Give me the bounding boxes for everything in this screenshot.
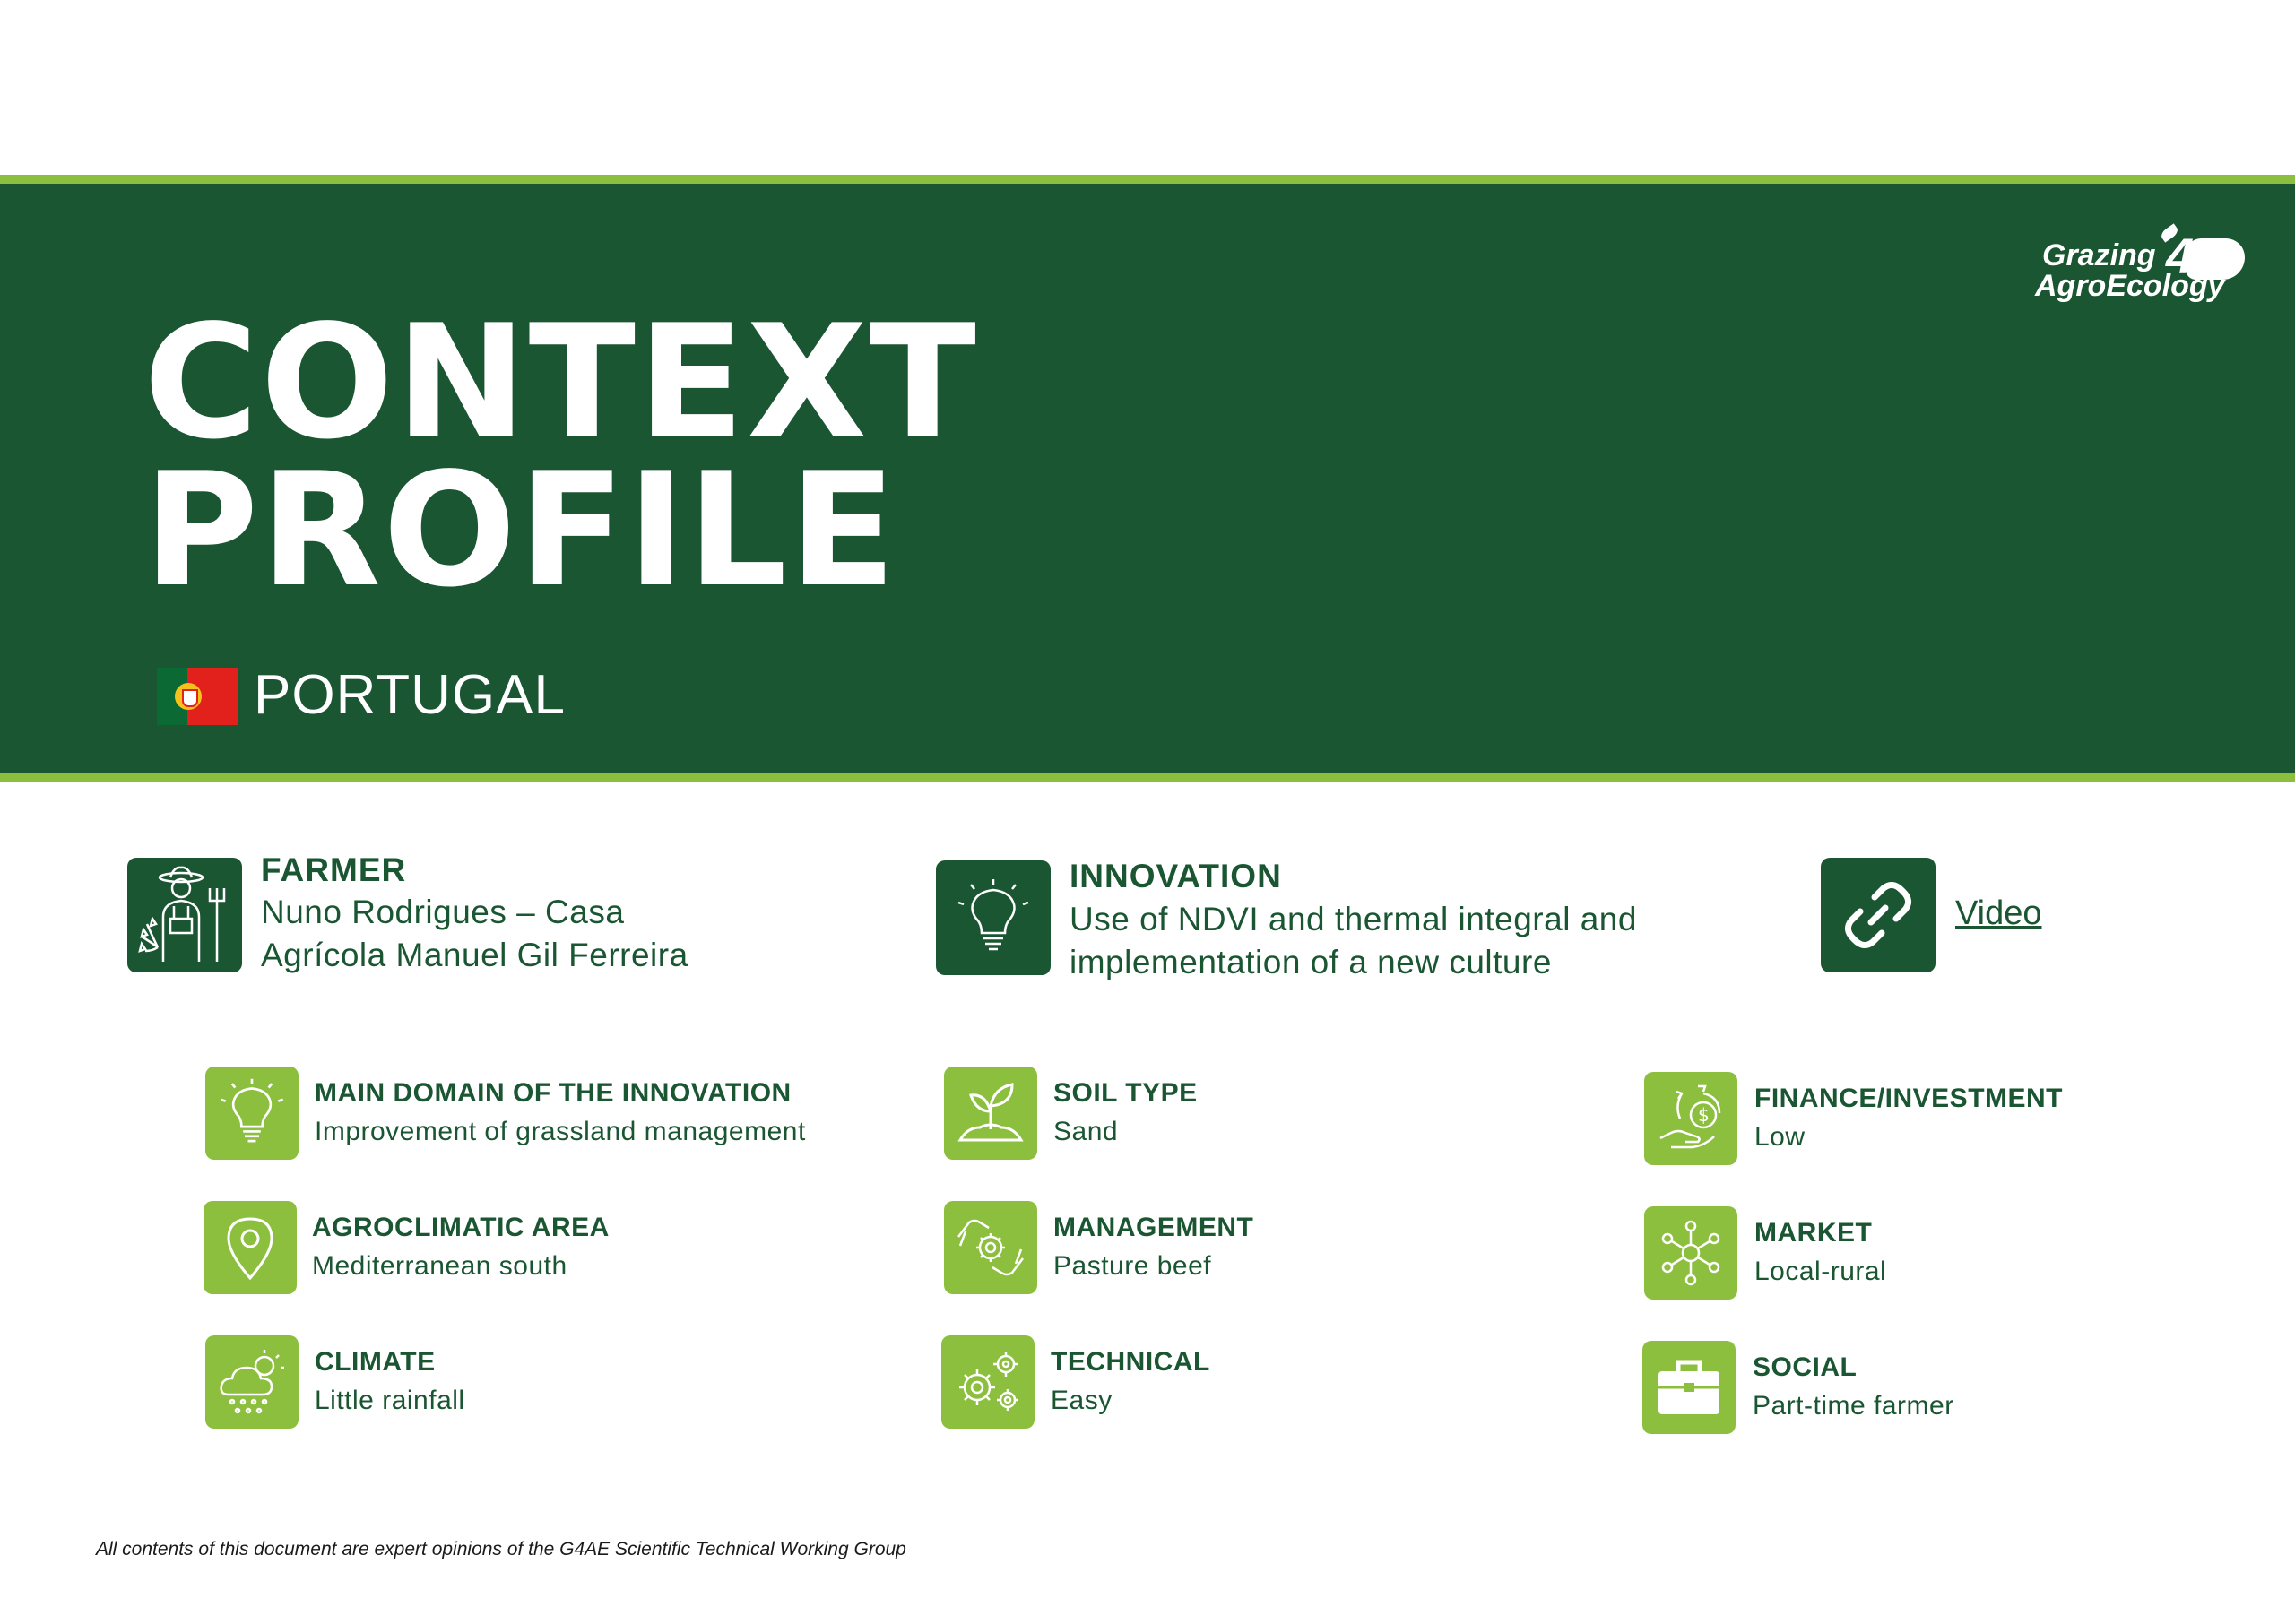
social-heading: SOCIAL [1753,1352,1858,1382]
money-hand-icon [1644,1072,1737,1165]
technical-heading: TECHNICAL [1051,1347,1210,1377]
farmer-icon [127,858,242,972]
main-domain-lightbulb-icon [205,1067,299,1160]
cloud-rain-icon [205,1335,299,1429]
header-top-stripe [0,175,2295,184]
climate-heading: CLIMATE [315,1347,436,1377]
agroclimatic-value: Mediterranean south [312,1251,567,1281]
innovation-description: Use of NDVI and thermal integral and implementation of a new culture [1070,901,1637,980]
country-name: PORTUGAL [254,664,566,726]
farmer-heading: FARMER [261,851,407,888]
header-bottom-stripe [0,773,2295,782]
briefcase-icon [1642,1341,1736,1434]
svg-text:$: $ [1698,1104,1710,1126]
network-icon [1644,1206,1737,1300]
sprout-icon [944,1067,1037,1160]
finance-value: Low [1754,1122,1806,1152]
management-heading: MANAGEMENT [1053,1213,1254,1242]
main-domain-value: Improvement of grassland management [315,1117,806,1146]
innovation-lightbulb-icon [936,860,1051,975]
page-title [143,292,978,622]
title-line-1: CONTEXT [143,292,978,474]
market-value: Local-rural [1754,1257,1887,1286]
farmer-name: Nuno Rodrigues – Casa Agrícola Manuel Gil Ferreira [261,894,688,973]
agroclimatic-heading: AGROCLIMATIC AREA [312,1213,610,1242]
hands-gear-icon [944,1201,1037,1294]
location-pin-icon [204,1201,297,1294]
grazing4agroecology-logo: 4 Grazing AgroEcology [2035,226,2250,307]
soil-type-heading: SOIL TYPE [1053,1078,1198,1108]
main-domain-heading: MAIN DOMAIN OF THE INNOVATION [315,1078,792,1108]
technical-value: Easy [1051,1386,1113,1415]
soil-type-value: Sand [1053,1117,1119,1146]
footer-disclaimer: All contents of this document are expert opinions of the G4AE Scientific Technical Working Group [96,1539,906,1559]
market-heading: MARKET [1754,1218,1873,1248]
management-value: Pasture beef [1053,1251,1212,1281]
innovation-heading: INNOVATION [1070,858,1282,894]
finance-heading: FINANCE/INVESTMENT [1754,1084,2064,1113]
climate-value: Little rainfall [315,1386,465,1415]
title-line-2: PROFILE [143,440,898,622]
social-value: Part-time farmer [1753,1391,1954,1421]
portugal-flag-icon [157,668,238,725]
video-link[interactable]: Video [1955,894,2042,932]
video-link-icon[interactable] [1821,858,1936,972]
gears-icon [941,1335,1035,1429]
